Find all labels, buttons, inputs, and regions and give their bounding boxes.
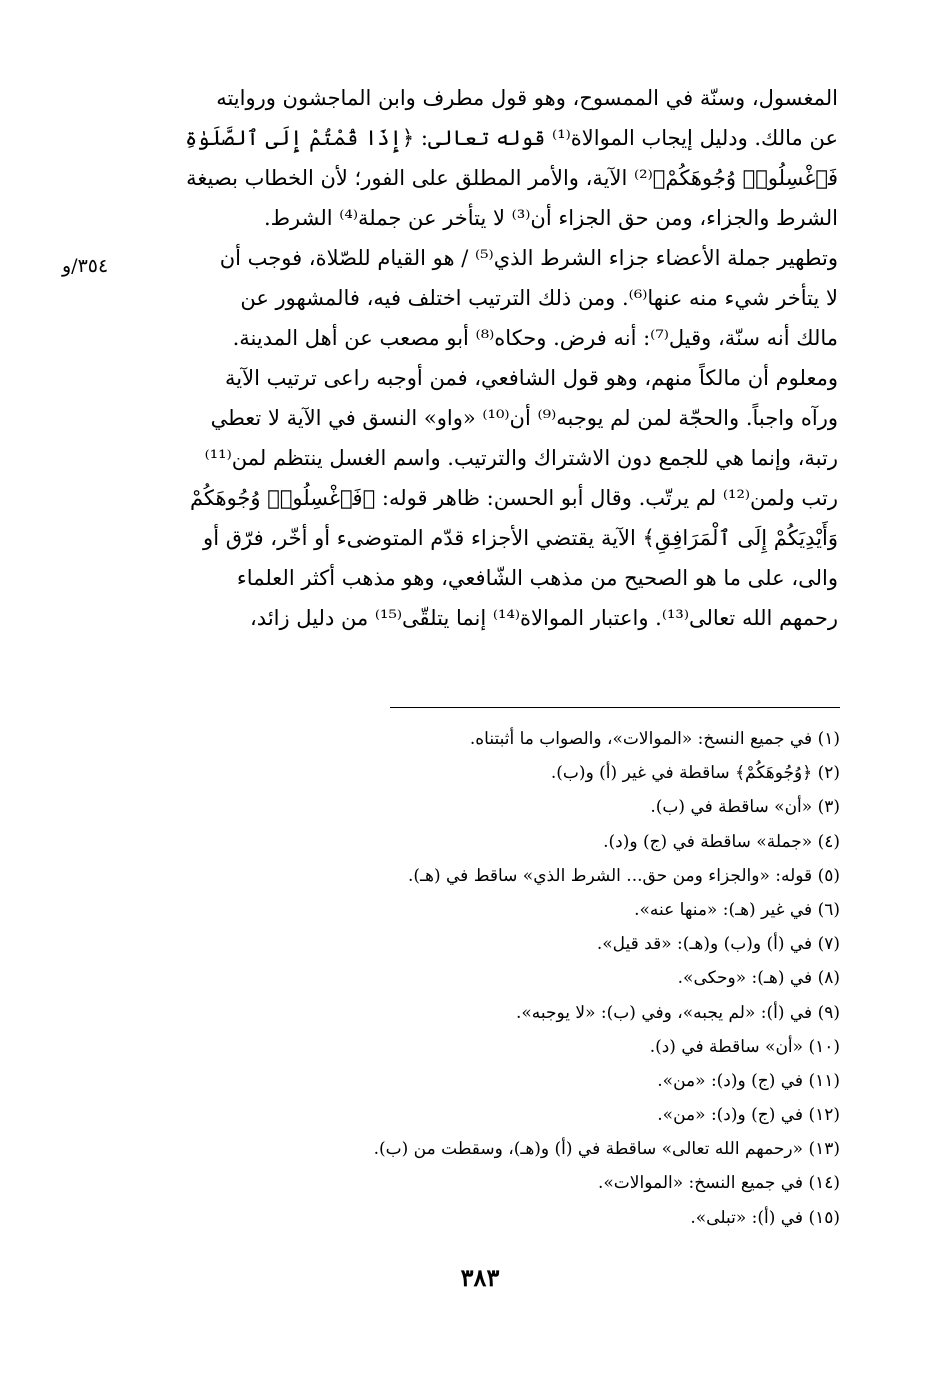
text-line: ورآه واجباً. والحجّة لمن لم يوجبه⁽⁹⁾ أن⁽¹⁰⁾ «واو» النسق في الآية لا تعطي	[210, 406, 838, 430]
footnote: (٩) في (أ): «لم يجبه»، وفي (ب): «لا يوجبه».	[515, 1002, 840, 1023]
text-line: رتب ولمن⁽¹²⁾ لم يرتّب. وقال أبو الحسن: ظاهر قوله: ﴿فَٱغْسِلُوا۟ وُجُوهَكُمْ	[189, 486, 838, 510]
footnote: (١٥) في (أ): «تبلى».	[690, 1207, 840, 1228]
text-line: عن مالك. ودليل إيجاب الموالاة⁽¹⁾ قوله تعالى: ﴿إِذَا قُمْتُمْ إِلَى ٱلصَّلَوٰةِ	[184, 126, 838, 150]
footnote: (١٣) «رحمهم الله تعالى» ساقطة في (أ) و(هـ)، وسقطت من (ب).	[373, 1139, 840, 1160]
footnote: (٨) في (هـ): «وحكى».	[677, 968, 840, 989]
text-line: لا يتأخر شيء منه عنها⁽⁶⁾. ومن ذلك الترتيب اختلف فيه، فالمشهور عن	[240, 286, 838, 310]
footnote-separator	[390, 707, 840, 708]
text-line: الشرط والجزاء، ومن حق الجزاء أن⁽³⁾ لا يتأخر عن جملة⁽⁴⁾ الشرط.	[263, 206, 838, 230]
text-line: رتبة، وإنما هي للجمع دون الاشتراك والترتيب. واسم الغسل ينتظم لمن⁽¹¹⁾	[204, 446, 838, 470]
text-line: ومعلوم أن مالكاً منهم، وهو قول الشافعي، فمن أوجبه راعى ترتيب الآية	[225, 366, 838, 390]
main-text	[118, 78, 838, 638]
footnote: (٣) «أن» ساقطة في (ب).	[650, 797, 840, 818]
footnote: (١) في جميع النسخ: «الموالات»، والصواب ما أثبتناه.	[469, 729, 840, 749]
footnote: (٦) في غير (هـ): «منها عنه».	[634, 899, 840, 920]
text-line: فَٱغْسِلُوا۟ وُجُوهَكُمْ﴾⁽²⁾ الآية، والأمر المطلق على الفور؛ لأن الخطاب بصيغة	[186, 166, 838, 190]
footnote: (١٠) «أن» ساقطة في (د).	[649, 1036, 840, 1057]
text-line: وَأَيْدِيَكُمْ إِلَى ٱلْمَرَافِقِ﴾ الآية يقتضي الأجزاء قدّم المتوضىء أو أخّر، فرّق أو	[203, 526, 838, 550]
text-line: مالك أنه سنّة، وقيل⁽⁷⁾: أنه فرض. وحكاه⁽⁸⁾ أبو مصعب عن أهل المدينة.	[232, 326, 838, 350]
text-line: وتطهير جملة الأعضاء جزاء الشرط الذي⁽⁵⁾ / هو القيام للصّلاة، فوجب أن	[219, 246, 838, 270]
footnote: (١٤) في جميع النسخ: «الموالات».	[597, 1173, 840, 1194]
page-number: ٣٨٣	[460, 1263, 500, 1292]
footnote: (٢) ﴿وُجُوهَكُمْ﴾ ساقطة في غير (أ) و(ب).	[550, 763, 840, 784]
text-line: والى، على ما هو الصحيح من مذهب الشّافعي، وهو مذهب أكثر العلماء	[236, 566, 838, 590]
footnotes	[330, 722, 840, 1235]
text-line: المغسول، وسنّة في الممسوح، وهو قول مطرف وابن الماجشون وروايته	[216, 86, 838, 110]
footnote: (٧) في (أ) و(ب) و(هـ): «قد قيل».	[596, 934, 840, 955]
manuscript-folio-note: ٣٥٤/و	[62, 255, 109, 277]
footnote: (٥) قوله: «والجزاء ومن حق... الشرط الذي» ساقط في (هـ).	[407, 865, 840, 886]
footnote: (١١) في (ج) و(د): «من».	[657, 1070, 840, 1091]
footnote: (١٢) في (ج) و(د): «من».	[657, 1105, 840, 1126]
footnote: (٤) «جملة» ساقطة في (ج) و(د).	[603, 831, 840, 852]
text-line: رحمهم الله تعالى⁽¹³⁾. واعتبار الموالاة⁽¹⁴⁾ إنما يتلقّى⁽¹⁵⁾ من دليل زائد،	[250, 606, 838, 630]
